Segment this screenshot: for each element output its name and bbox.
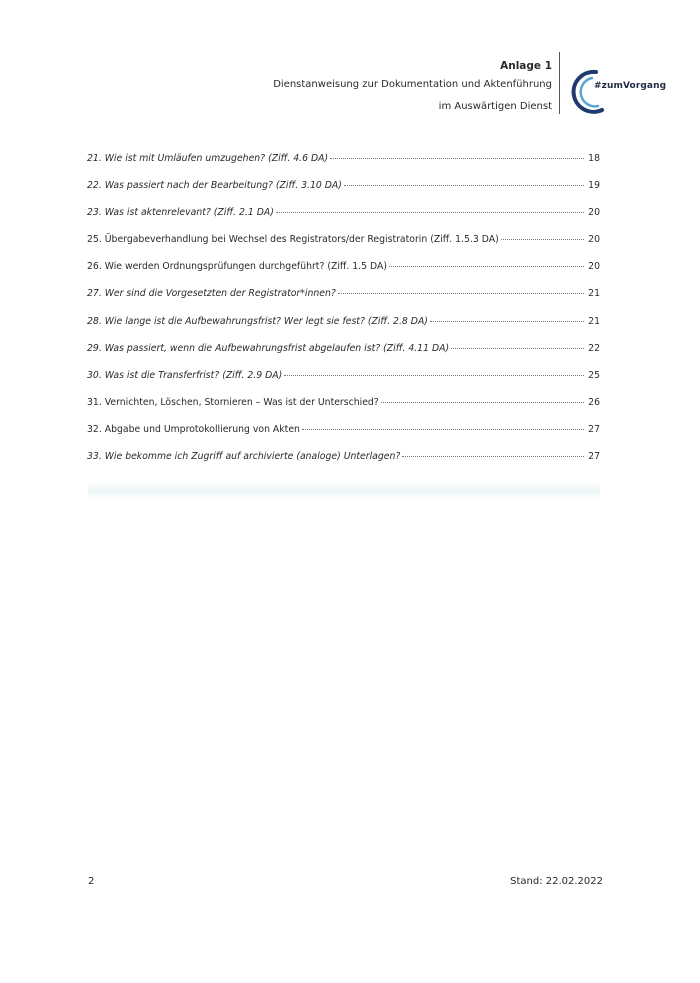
toc-leader-dots [276,204,584,213]
toc-entry-page: 19 [588,180,600,192]
toc-entry-title: 28. Wie lange ist die Aufbewahrungsfrist? Wer legt sie fest? (Ziff. 2.8 DA) [87,315,428,327]
page-header [0,52,700,122]
toc-entry[interactable] [87,179,600,206]
toc-entry-page: 20 [588,234,600,246]
toc-entry[interactable] [87,342,600,369]
toc-entry[interactable] [87,423,600,450]
toc-entry-page: 21 [588,288,600,300]
toc-entry-title: 26. Wie werden Ordnungsprüfungen durchgeführt? (Ziff. 1.5 DA) [87,261,387,273]
toc-entry-page: 20 [588,261,600,273]
toc-entry[interactable] [87,450,600,477]
document-title-line1: Dienstanweisung zur Dokumentation und Aktenführung [273,79,552,90]
toc-entry-title: 30. Was ist die Transferfrist? (Ziff. 2.9 DA) [87,369,283,381]
toc-leader-dots [302,421,584,430]
toc-entry-page: 27 [588,423,600,435]
toc-entry[interactable] [87,369,600,396]
toc-entry[interactable] [87,315,600,342]
toc-entry-page: 18 [588,153,600,164]
toc-leader-dots [344,177,584,186]
toc-entry-title: 21. Wie ist mit Umläufen umzugehen? (Ziff. 4.6 DA) [87,153,329,164]
header-divider [559,52,560,114]
scan-artifact [88,482,600,500]
toc-leader-dots [402,448,584,457]
logo-text: #zumVorgang [594,81,667,91]
toc-entry-title: 22. Was passiert nach der Bearbeitung? (Ziff. 3.10 DA) [87,180,342,192]
toc-entry-page: 27 [588,451,600,463]
toc-entry[interactable] [87,260,600,287]
toc-entry-page: 20 [588,207,600,219]
toc-leader-dots [451,340,584,349]
toc-leader-dots [330,150,584,159]
toc-entry[interactable] [87,152,600,179]
toc-entry-title: 29. Was passiert, wenn die Aufbewahrungsfrist abgelaufen ist? (Ziff. 4.11 DA) [87,342,450,354]
toc-entry-title: 27. Wer sind die Vorgesetzten der Registrator*innen? [87,288,336,300]
toc-entry[interactable] [87,206,600,233]
toc-leader-dots [430,313,584,322]
toc-entry[interactable] [87,233,600,260]
toc-leader-dots [501,231,584,240]
toc-entry-title: 25. Übergabeverhandlung bei Wechsel des Registrators/der Registratorin (Ziff. 1.5.3 DA) [87,234,499,246]
toc-entry-page: 22 [588,342,600,354]
document-title-line2: im Auswärtigen Dienst [438,101,552,112]
table-of-contents [87,152,600,477]
page-number: 2 [88,876,95,887]
toc-leader-dots [284,367,584,376]
toc-entry[interactable] [87,287,600,314]
toc-entry-page: 25 [588,369,600,381]
toc-entry-title: 23. Was ist aktenrelevant? (Ziff. 2.1 DA) [87,207,274,219]
toc-entry-title: 33. Wie bekomme ich Zugriff auf archivierte (analoge) Unterlagen? [87,451,401,463]
toc-leader-dots [381,394,584,403]
toc-leader-dots [338,285,584,294]
document-date: Stand: 22.02.2022 [510,876,603,887]
toc-entry[interactable] [87,396,600,423]
attachment-label: Anlage 1 [500,60,552,72]
toc-entry-title: 32. Abgabe und Umprotokollierung von Akten [87,423,300,435]
toc-entry-page: 21 [588,315,600,327]
toc-entry-title: 31. Vernichten, Löschen, Stornieren – Was ist der Unterschied? [87,396,379,408]
toc-entry-page: 26 [588,396,600,408]
header-text-block [273,58,552,118]
zumvorgang-logo-icon [568,66,668,116]
toc-leader-dots [389,258,584,267]
